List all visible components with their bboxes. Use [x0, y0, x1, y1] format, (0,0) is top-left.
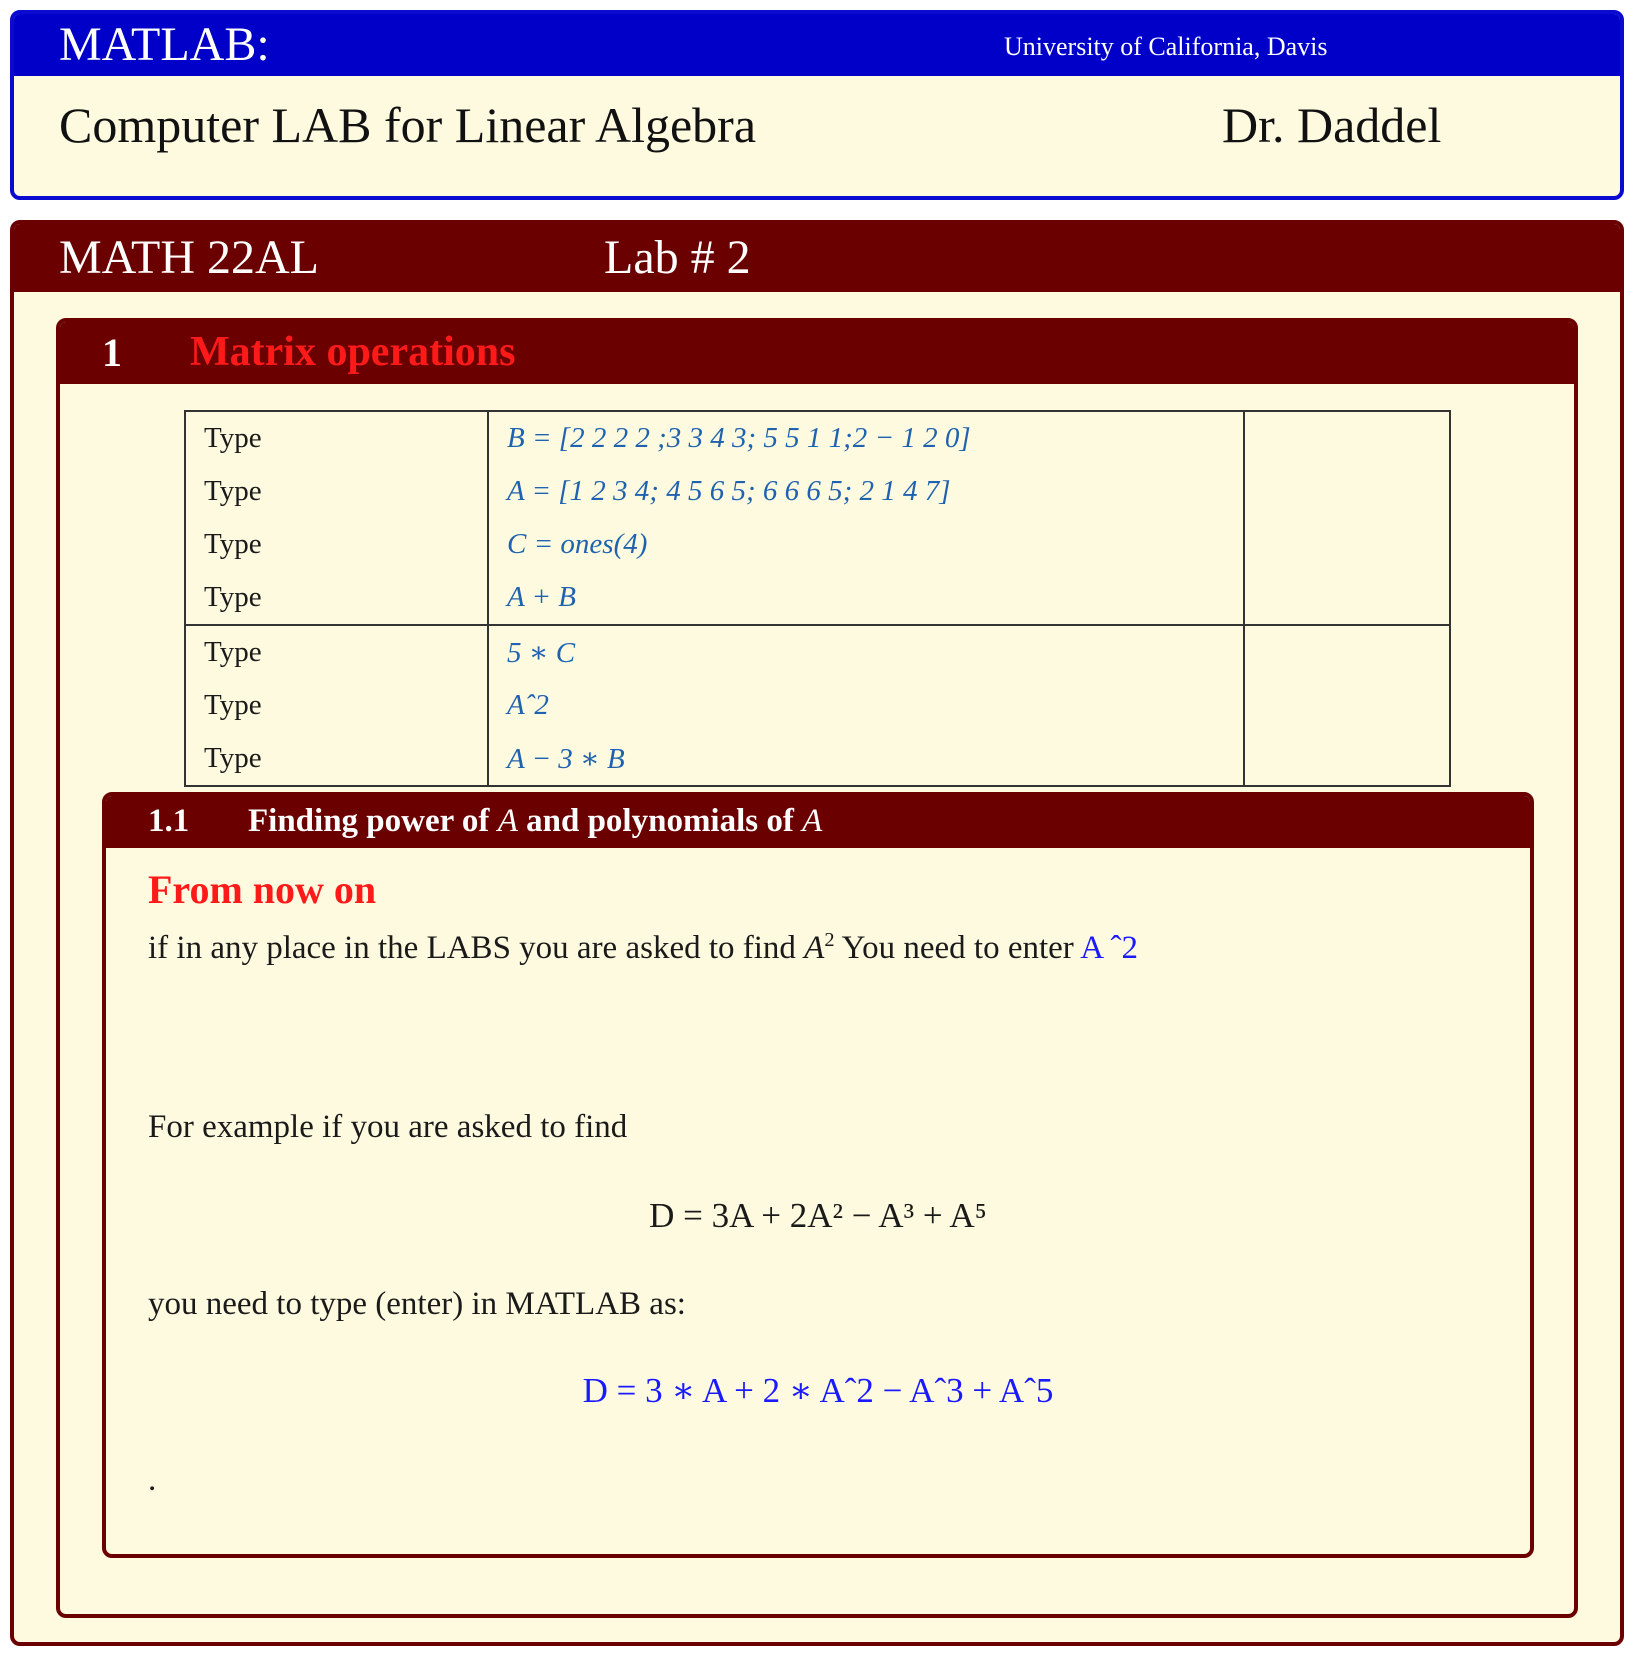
- row-label: Type: [185, 732, 488, 786]
- row-command: C = ones(4): [488, 518, 1244, 571]
- subsection-number: 1.1: [148, 803, 190, 839]
- row-label: Type: [185, 465, 488, 518]
- instruction-paragraph: [148, 929, 1138, 967]
- instruction-code: A ˆ2: [1080, 930, 1138, 966]
- row-label: Type: [185, 679, 488, 732]
- row-answer-cell: [1244, 518, 1450, 571]
- from-now-heading: From now on: [148, 867, 377, 912]
- command-table: [184, 410, 1451, 787]
- row-answer-cell: [1244, 679, 1450, 732]
- row-command: A − 3 ∗ B: [488, 732, 1244, 786]
- row-answer-cell: [1244, 732, 1450, 786]
- trailing-period: .: [148, 1462, 157, 1498]
- row-label: Type: [185, 571, 488, 625]
- row-answer-cell: [1244, 625, 1450, 679]
- section-title: Matrix operations: [190, 329, 516, 375]
- course-code: MATH 22AL: [59, 231, 319, 284]
- row-answer-cell: [1244, 465, 1450, 518]
- row-command: B = [2 2 2 2 ;3 3 4 3; 5 5 1 1;2 − 1 2 0]: [488, 411, 1244, 465]
- section-number: 1: [102, 330, 122, 375]
- subsection-title-part1: Finding power of: [248, 803, 490, 839]
- table-row: [185, 732, 1450, 786]
- main-box: [10, 220, 1624, 1646]
- row-command: A = [1 2 3 4; 4 5 6 5; 6 6 6 5; 2 1 4 7]: [488, 465, 1244, 518]
- subsection-bar: [106, 796, 1530, 848]
- section-matrix-operations: [56, 318, 1578, 1618]
- table-row: [185, 411, 1450, 465]
- header-box: [10, 10, 1624, 200]
- matlab-equation: D = 3 ∗ A + 2 ∗ Aˆ2 − Aˆ3 + Aˆ5: [582, 1371, 1054, 1410]
- table-row: [185, 679, 1450, 732]
- row-label: Type: [185, 411, 488, 465]
- table-row: [185, 571, 1450, 625]
- university-label: University of California, Davis: [1004, 32, 1328, 61]
- main-bar: [14, 224, 1620, 292]
- row-command: 5 ∗ C: [488, 625, 1244, 679]
- instructor-name: Dr. Daddel: [1222, 97, 1442, 153]
- section-bar: [60, 322, 1574, 384]
- app-title: MATLAB:: [59, 18, 270, 71]
- course-title: Computer LAB for Linear Algebra: [59, 97, 757, 153]
- matlab-instruction: you need to type (enter) in MATLAB as:: [148, 1286, 686, 1322]
- table-row: [185, 625, 1450, 679]
- table-row: [185, 465, 1450, 518]
- instruction-mid: You need to enter: [834, 930, 1081, 966]
- lab-number: Lab # 2: [604, 231, 751, 284]
- row-command: A + B: [488, 571, 1244, 625]
- subsection-title: [248, 796, 822, 846]
- subsection-powers-polynomials: [102, 792, 1534, 1558]
- subsection-title-var2: A: [802, 803, 823, 839]
- row-command: Aˆ2: [488, 679, 1244, 732]
- row-label: Type: [185, 625, 488, 679]
- row-answer-cell: [1244, 571, 1450, 625]
- row-answer-cell: [1244, 411, 1450, 465]
- power-var: A: [804, 930, 825, 966]
- header-bar: [14, 14, 1620, 76]
- instruction-text: if in any place in the LABS you are asked to find: [148, 930, 796, 966]
- polynomial-equation: D = 3A + 2A² − A³ + A⁵: [649, 1196, 987, 1235]
- example-paragraph: For example if you are asked to find: [148, 1109, 628, 1145]
- subsection-title-part2: and polynomials of: [526, 803, 794, 839]
- table-row: [185, 518, 1450, 571]
- power-exponent: 2: [824, 929, 835, 951]
- row-label: Type: [185, 518, 488, 571]
- subsection-title-var1: A: [497, 803, 518, 839]
